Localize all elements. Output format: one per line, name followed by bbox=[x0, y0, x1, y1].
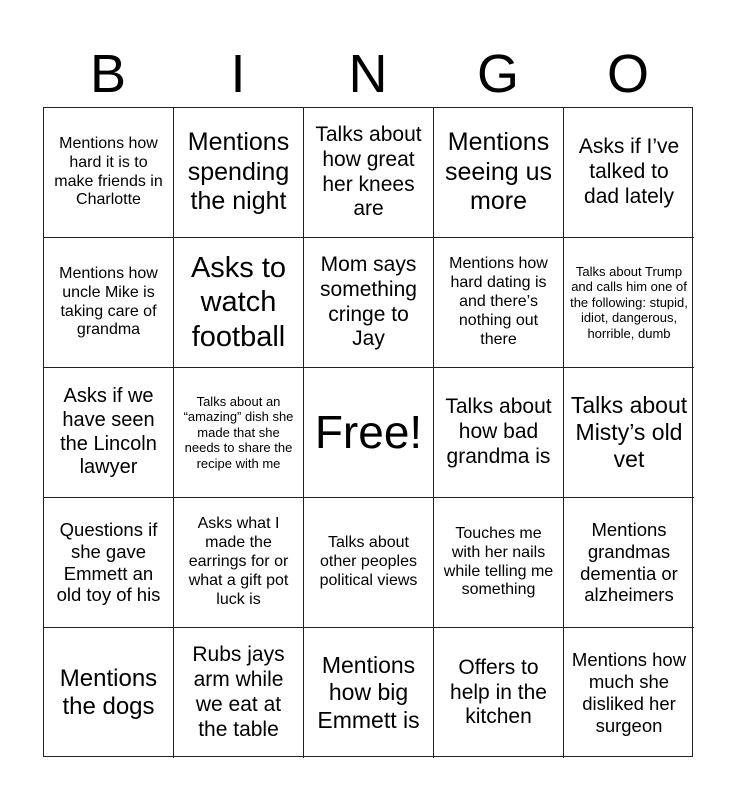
bingo-cell[interactable]: Talks about an “amazing” dish she made that she needs to share the recipe with me bbox=[174, 368, 304, 498]
bingo-cell[interactable]: Mentions seeing us more bbox=[434, 108, 564, 238]
bingo-grid bbox=[43, 107, 693, 757]
bingo-cell[interactable]: Offers to help in the kitchen bbox=[434, 628, 564, 758]
bingo-cell[interactable]: Mentions grandmas dementia or alzheimers bbox=[564, 498, 694, 628]
bingo-cell[interactable]: Mentions how much she disliked her surgeon bbox=[571, 649, 687, 736]
header-letter-g: G bbox=[476, 44, 519, 104]
bingo-cell[interactable]: Talks about how great her knees are bbox=[304, 108, 434, 238]
header-letter-n: N bbox=[348, 44, 388, 104]
bingo-cell[interactable]: Touches me with her nails while telling me something bbox=[434, 498, 564, 628]
bingo-cell[interactable]: Asks if we have seen the Lincoln lawyer bbox=[44, 368, 174, 498]
bingo-cell[interactable]: Talks about other peoples political views bbox=[304, 498, 434, 628]
bingo-cell[interactable]: Talks about Trump and calls him one of the following: stupid, idiot, dangerous, horrible, dumb bbox=[564, 238, 694, 368]
bingo-cell[interactable]: Mentions the dogs bbox=[44, 628, 174, 758]
bingo-cell[interactable]: Asks what I made the earrings for or what a gift pot luck is bbox=[174, 498, 304, 628]
bingo-cell[interactable]: Talks about Misty’s old vet bbox=[564, 368, 694, 498]
header-letter-o: O bbox=[606, 44, 649, 104]
bingo-cell[interactable]: Mentions how big Emmett is bbox=[304, 628, 434, 758]
header-letter-i: I bbox=[230, 44, 246, 104]
bingo-cell[interactable]: Mom says something cringe to Jay bbox=[304, 238, 434, 368]
header-letter-b: B bbox=[89, 44, 127, 104]
bingo-cell[interactable]: Mentions how hard dating is and there’s nothing out there bbox=[434, 238, 564, 368]
bingo-cell[interactable]: Questions if she gave Emmett an old toy of his bbox=[44, 498, 174, 628]
bingo-cell[interactable]: Mentions spending the night bbox=[174, 108, 304, 238]
bingo-cell[interactable]: Mentions how uncle Mike is taking care of grandma bbox=[44, 238, 174, 368]
bingo-cell[interactable]: Talks about how bad grandma is bbox=[434, 368, 564, 498]
bingo-cell[interactable]: Asks if I’ve talked to dad lately bbox=[564, 108, 694, 238]
bingo-cell[interactable]: Mentions how hard it is to make friends in Charlotte bbox=[44, 108, 174, 238]
bingo-cell[interactable]: Rubs jays arm while we eat at the table bbox=[174, 628, 304, 758]
free-space[interactable]: Free! bbox=[304, 368, 434, 498]
bingo-header bbox=[43, 40, 693, 108]
bingo-cell[interactable]: Asks to watch football bbox=[174, 238, 304, 368]
